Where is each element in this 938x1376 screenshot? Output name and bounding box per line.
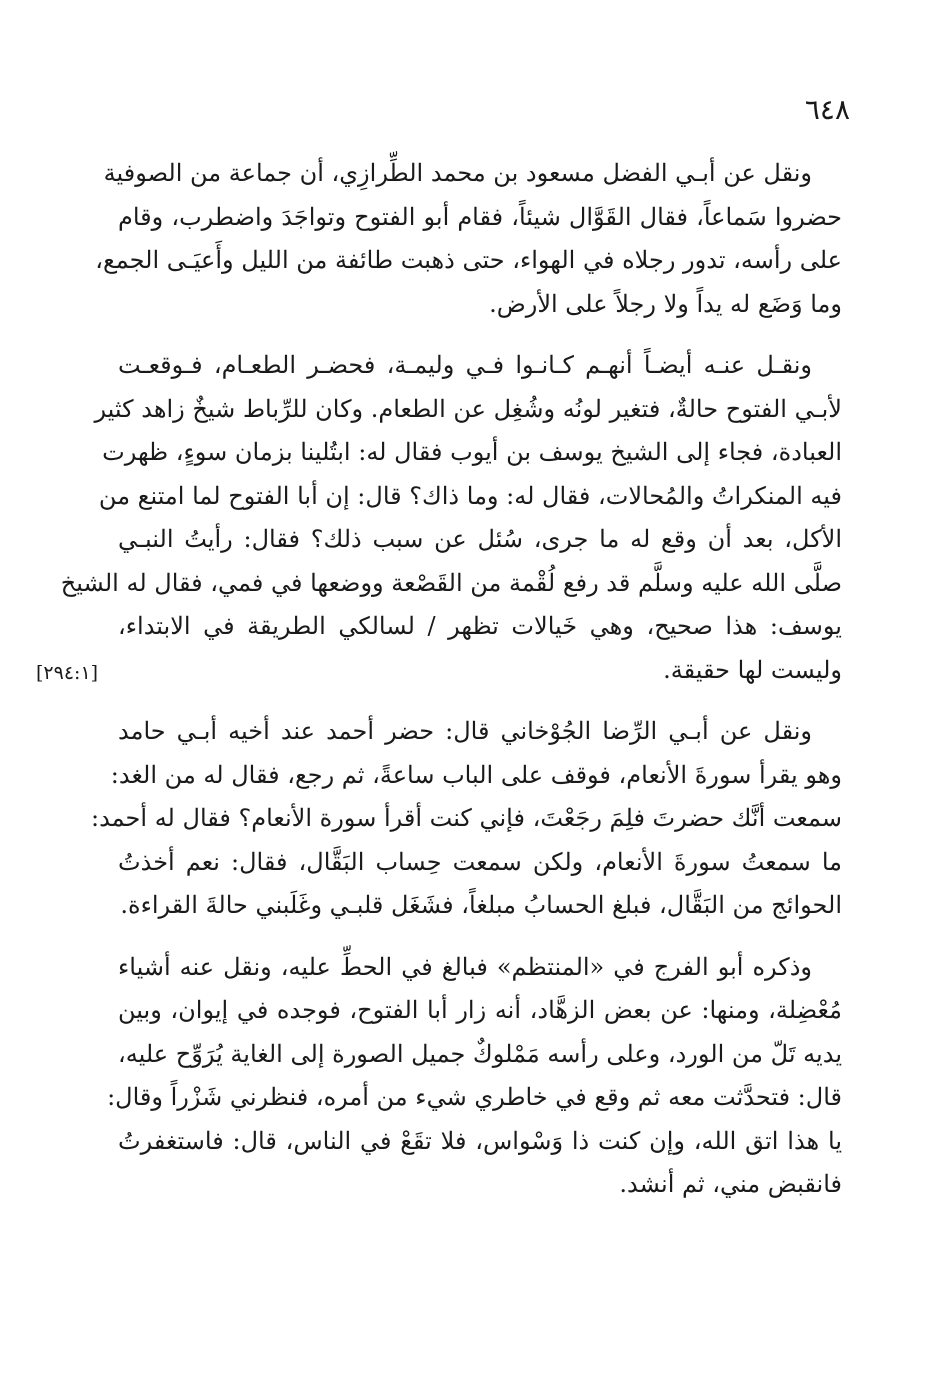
text-line: فيه المنكراتُ والمُحالات، فقال له: وما ذاك؟ قال: إن أبا الفتوح لما امتنع من (98, 481, 842, 510)
text-line: سمعت أنَّك حضرتَ فلِمَ رجَعْتَ، فإني كنت أقرأ سورة الأنعام؟ فقال له أحمد: (91, 804, 842, 832)
text-line: على رأسه، تدور رجلاه في الهواء، حتى ذهبت طائفة من الليل وأَعيَـى الجمع، (95, 246, 842, 274)
margin-reference: [٢٩٤:١] (36, 662, 99, 684)
text-line: ونقـل عنـه أيضـاً أنهـم كـانـوا فـي وليمـة، فحضـر الطعـام، فـوقعـت (118, 351, 813, 379)
text-line: الحوائج من البَقَّال، فبلغ الحسابُ مبلغاً، فشَغَل قلبـي وغَلَبني حالةَ القراءة. (120, 891, 842, 919)
text-line: لأبـي الفتوح حالةٌ، فتغير لونُه وشُغِل عن الطعام. وكان للرِّباط شيخٌ زاهد كثير (94, 394, 842, 423)
text-line: حضروا سَماعاً، فقال القَوَّال شيئاً، فقام أبو الفتوح وتواجَدَ واضطرب، وقام (118, 202, 842, 231)
text-line: يا هذا اتق الله، وإن كنت ذا وَسْواس، فلا تقَعْ في الناس، قال: فاستغفرتُ (118, 1126, 842, 1155)
text-line: وليست لها حقيقة. (663, 655, 842, 684)
text-line: الأكل، بعد أن وقع له ما جرى، سُئل عن سبب ذلك؟ فقال: رأيتُ النبـي (118, 525, 842, 553)
text-line: ونقل عن أبـي الفضل مسعود بن محمد الطِّرازِي، أن جماعة من الصوفية (103, 159, 812, 187)
paragraph-4 (107, 946, 842, 1207)
paragraph-1 (95, 152, 842, 326)
text-line: فانقبض مني، ثم أنشد. (619, 1170, 842, 1198)
text-line: وما وَضَع له يداً ولا رجلاً على الأرض. (489, 289, 842, 318)
text-line: قال: فتحدَّثت معه ثم وقع في خاطري شيء من أمره، فنظرني شَزْراً وقال: (107, 1083, 842, 1111)
text-line: يديه تَلّ من الورد، وعلى رأسه مَمْلوكٌ جميل الصورة إلى الغاية يُرَوِّح عليه، (118, 1039, 842, 1068)
text-line: صلَّى الله عليه وسلَّم قد رفع لُقْمة من القَصْعة ووضعها في فمي، فقال له الشيخ (60, 568, 842, 597)
text-line: العبادة، فجاء إلى الشيخ يوسف بن أيوب فقال له: ابتُلينا بزمان سوءٍ، ظهرت (102, 438, 842, 466)
text-line: وهو يقرأ سورةَ الأنعام، فوقف على الباب ساعةً، ثم رجع، فقال له من الغد: (110, 760, 842, 789)
text-line: مُعْضِلة، ومنها: عن بعض الزهَّاد، أنه زار أبا الفتوح، فوجده في إيوان، وبين (118, 996, 842, 1024)
paragraph-3 (91, 710, 842, 928)
text-line: ونقل عن أبـي الرِّضا الجُوْخاني قال: حضر أحمد عند أخيه أبـي حامد (118, 717, 812, 745)
text-line: ما سمعتُ سورةَ الأنعام، ولكن سمعت حِساب البَقَّال، فقال: نعم أخذتُ (118, 847, 842, 876)
text-line: يوسف: هذا صحيح، وهي خَيالات تظهر / لسالكي الطريقة في الابتداء، (118, 612, 842, 640)
page-number: ٦٤٨ (804, 93, 850, 126)
text-line: وذكره أبو الفرج في «المنتظم» فبالغ في الحطِّ عليه، ونقل عنه أشياء (118, 952, 812, 981)
